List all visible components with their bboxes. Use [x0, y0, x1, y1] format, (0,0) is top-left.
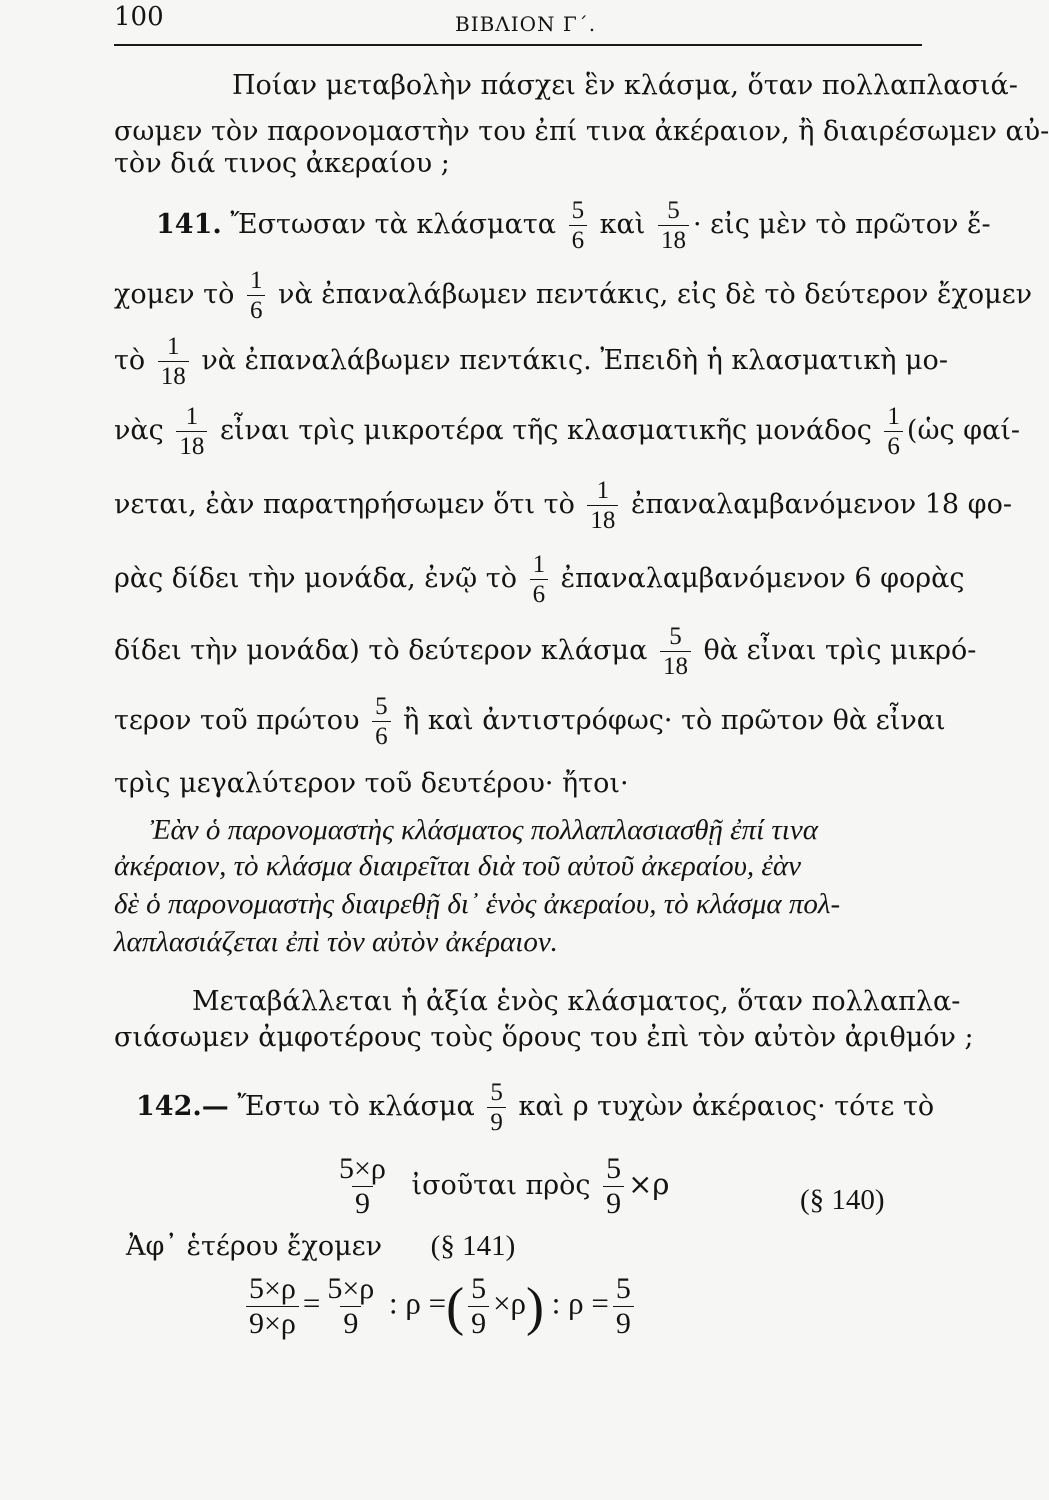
- fraction: $\frac{5}{9}$: [603, 1154, 624, 1219]
- section-number: 142.—: [136, 1091, 229, 1122]
- section-141-line: τρὶς μεγαλύτερον τοῦ δευτέρου· ἤτοι·: [114, 768, 629, 799]
- fraction: $\frac{5\times\rho}{9}$: [339, 1152, 386, 1220]
- fraction: $\frac{5}{6}$: [372, 694, 391, 749]
- fraction: $\frac{5}{9}$: [468, 1274, 489, 1339]
- rule-statement-line: λαπλασιάζεται ἐπὶ τὸν αὐτὸν ἀκέραιον.: [114, 926, 558, 958]
- fraction: $\frac{5}{9}$: [487, 1080, 506, 1135]
- running-title: ΒΙΒΛΙΟΝ Γ΄.: [455, 12, 597, 36]
- section-141-line: 141. Ἔστωσαν τὰ κλάσματα $\frac{5}{6}$ καὶ $\frac{5}{18}$ · εἰς μὲν τὸ πρῶτον ἔ-: [156, 197, 991, 254]
- fraction: $\frac{1}{6}$: [530, 552, 549, 607]
- section-141-line: νεται, ἐὰν παρατηρήσωμεν ὅτι τὸ $\frac{1}{18}$ ἐπαναλαμβανόμενον 18 φο-: [114, 477, 1012, 534]
- section-141-line: ρὰς δίδει τὴν μονάδα, ἐνῷ τὸ $\frac{1}{6}$ ἐπαναλαμβανόμενον 6 φορὰς: [114, 551, 965, 608]
- question-line: τὸν διά τινος ἀκεραίου ;: [114, 148, 450, 179]
- fraction: $\frac{1}{18}$: [158, 334, 189, 389]
- section-reference: (§ 140): [800, 1184, 885, 1216]
- question-line: σωμεν τὸν παρονομαστὴν του ἐπί τινα ἀκέραιον, ἢ διαιρέσωμεν αὐ-: [114, 116, 1049, 147]
- fraction: $\frac{1}{6}$: [884, 404, 903, 459]
- fraction: $\frac{1}{18}$: [176, 404, 207, 459]
- section-142-line: 142.— Ἔστω τὸ κλάσμα $\frac{5}{9}$ καὶ ρ τυχὼν ἀκέραιος· τότε τὸ: [136, 1079, 935, 1136]
- section-141-line: δίδει τὴν μονάδα) τὸ δεύτερον κλάσμα $\frac{5}{18}$ θὰ εἶναι τρὶς μικρό-: [114, 623, 977, 680]
- question-line: σιάσωμεν ἀμφοτέρους τοὺς ὅρους του ἐπὶ τὸν αὐτὸν ἀριθμόν ;: [114, 1022, 974, 1053]
- equation-1: $\frac{5\times\rho}{9}$ ἰσοῦται πρὸς $\frac{5}{9}$ ×ρ: [332, 1154, 669, 1219]
- section-141-line: χομεν τὸ $\frac{1}{6}$ νὰ ἐπαναλάβωμεν πεντάκις, εἰς δὲ τὸ δεύτερον ἔχομεν: [114, 267, 1033, 324]
- fraction: $\frac{5}{18}$: [660, 624, 691, 679]
- fraction: $\frac{1}{6}$: [247, 268, 266, 323]
- header-rule: [114, 44, 922, 46]
- rule-statement-line: ἀκέραιον, τὸ κλάσμα διαιρεῖται διὰ τοῦ αὐτοῦ ἀκεραίου, ἐὰν: [114, 850, 801, 882]
- equation-2: $\frac{5\times\rho}{9\times\rho}$ = $\frac{5\times\rho}{9}$ : ρ =( $\frac{5}{9}$ ×ρ) : ρ = $\frac{5}{9}$: [242, 1274, 638, 1339]
- question-line: Ποίαν μεταβολὴν πάσχει ἓν κλάσμα, ὅταν πολλαπλασιά-: [232, 70, 1018, 101]
- rule-statement-line: Ἐὰν ὁ παρονομαστὴς κλάσματος πολλαπλασιασθῇ ἐπί τινα: [150, 814, 818, 846]
- fraction: $\frac{5\times\rho}{9}$: [327, 1272, 375, 1340]
- section-142-line: Ἀφ᾽ ἑτέρου ἔχομεν (§ 141): [126, 1230, 516, 1262]
- fraction: $\frac{5}{9}$: [613, 1274, 634, 1339]
- fraction: $\frac{1}{18}$: [587, 478, 618, 533]
- section-number: 141.: [156, 209, 222, 240]
- section-141-line: τερον τοῦ πρώτου $\frac{5}{6}$ ἢ καὶ ἀντιστρόφως· τὸ πρῶτον θὰ εἶναι: [114, 693, 946, 750]
- rule-statement-line: δὲ ὁ παρονομαστὴς διαιρεθῇ δι᾽ ἑνὸς ἀκεραίου, τὸ κλάσμα πολ-: [114, 888, 841, 920]
- page-number: 100: [114, 2, 164, 32]
- fraction: $\frac{5}{6}$: [569, 198, 588, 253]
- section-141-line: νὰς $\frac{1}{18}$ εἶναι τρὶς μικροτέρα τῆς κλασματικῆς μονάδος $\frac{1}{6}$ (ὡς φαί-: [114, 403, 1021, 460]
- question-line: Μεταβάλλεται ἡ ἀξία ἑνὸς κλάσματος, ὅταν πολλαπλα-: [192, 986, 961, 1017]
- fraction: $\frac{5}{18}$: [658, 198, 689, 253]
- section-141-line: τὸ $\frac{1}{18}$ νὰ ἐπαναλάβωμεν πεντάκις. Ἐπειδὴ ἡ κλασματικὴ μο-: [114, 333, 948, 390]
- fraction: $\frac{5\times\rho}{9\times\rho}$: [246, 1274, 299, 1339]
